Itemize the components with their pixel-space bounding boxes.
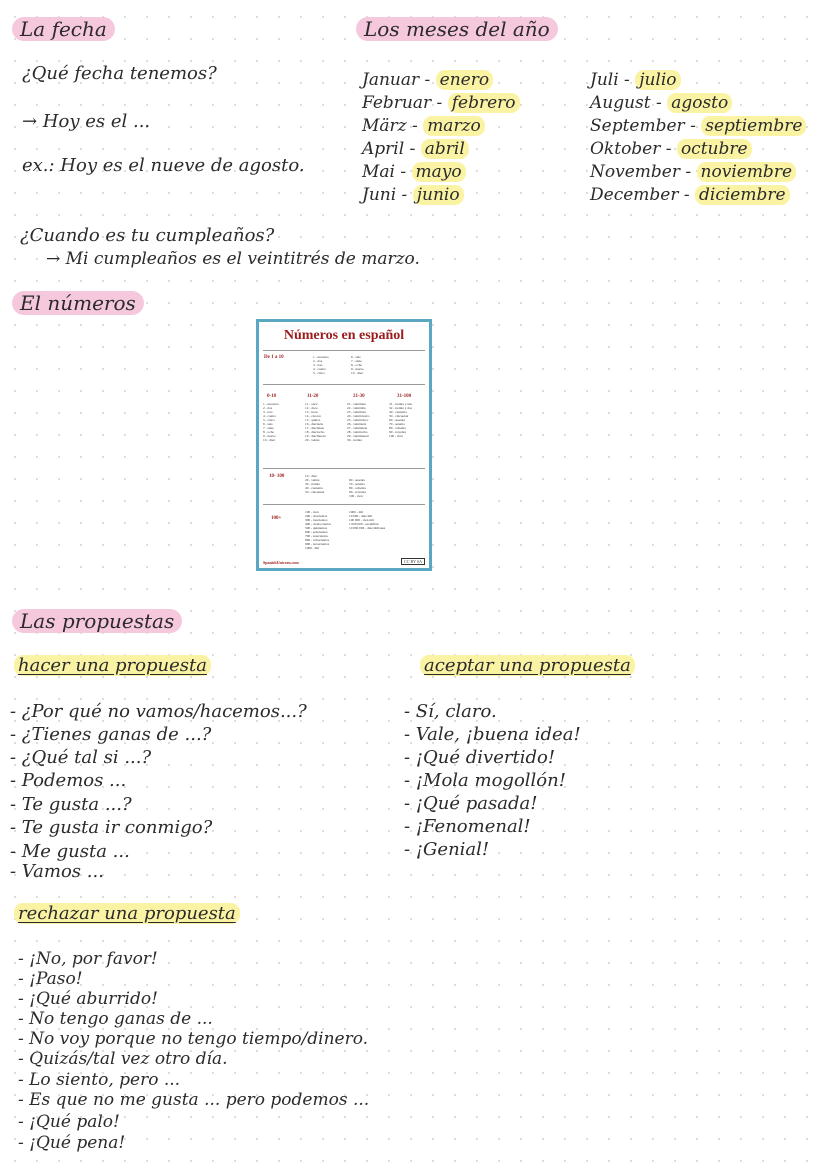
poster-col-label: 11-20 bbox=[307, 394, 319, 399]
month-row: September - septiembre bbox=[590, 116, 806, 136]
month-row: April - abril bbox=[362, 139, 469, 159]
list-item: - Podemos ... bbox=[10, 770, 127, 791]
poster-row-label: 10- 100 bbox=[269, 474, 285, 479]
month-row: März - marzo bbox=[362, 116, 485, 136]
cumple-answer: → Mi cumpleaños es el veintitrés de marzo. bbox=[46, 249, 420, 269]
list-item: - ¡Mola mogollón! bbox=[404, 770, 566, 791]
list-item: - ¡No, por favor! bbox=[18, 949, 158, 969]
poster-cell: 11 - once 12 - doce 13 - trece 14 - catorce 15 - quince 16 - dieciséis 17 - diecisiete 18 - dieciocho 19 - diecinueve 20 - veinte bbox=[305, 402, 326, 442]
list-item: - ¡Qué pasada! bbox=[404, 793, 538, 814]
cumple-question: ¿Cuando es tu cumpleaños? bbox=[20, 225, 275, 246]
divider bbox=[263, 504, 425, 505]
poster-cell: 1000 - mil 10 000 - diez mil 100 000 - cien mil 1 000 000 - un millón 10 000 000 - diez millones bbox=[349, 510, 386, 530]
license-badge: CC BY SA bbox=[401, 558, 425, 565]
month-row: August - agosto bbox=[590, 93, 732, 113]
poster-cell: 6 - seis 7 - siete 8 - ocho 9 - nueve 10 - diez bbox=[351, 355, 364, 375]
list-item: - Te gusta ...? bbox=[10, 794, 132, 815]
rechazar-title: rechazar una propuesta bbox=[14, 904, 240, 925]
month-row: Mai - mayo bbox=[362, 162, 466, 182]
month-row: November - noviembre bbox=[590, 162, 796, 182]
list-item: - ¡Paso! bbox=[18, 969, 83, 989]
list-item: - ¿Qué tal si ...? bbox=[10, 747, 152, 768]
poster-cell: 1 - uno/una 2 - dos 3 - tres 4 - cuatro 5 - cinco bbox=[313, 355, 329, 375]
aceptar-title: aceptar una propuesta bbox=[420, 656, 635, 677]
poster-cell: 100 - cien 200 - doscientos 300 - trescientos 400 - cuatrocientos 500 - quinientos 600 - seiscientos 700 - setecientos 800 - ochocientos 900 - novecientos 1000 - mil bbox=[305, 510, 331, 550]
divider bbox=[263, 384, 425, 385]
numeros-heading: El números bbox=[12, 292, 144, 315]
divider bbox=[263, 350, 425, 351]
list-item: - ¡Qué palo! bbox=[18, 1112, 120, 1132]
month-row: Januar - enero bbox=[362, 70, 493, 90]
list-item: - Lo siento, pero ... bbox=[18, 1070, 181, 1090]
list-item: - ¡Qué aburrido! bbox=[18, 989, 158, 1009]
fecha-example: ex.: Hoy es el nueve de agosto. bbox=[22, 155, 305, 176]
poster-cell: 21 - veintiuno 22 - veintidós 23 - veintitrés 24 - veinticuatro 25 - veinticinco 26 - veintiséis 27 - veintisiete 28 - veintiocho 29 - veintinueve 30 - treinta bbox=[347, 402, 370, 442]
list-item: - Vamos ... bbox=[10, 861, 104, 882]
meses-heading: Los meses del año bbox=[356, 18, 558, 41]
list-item: - No voy porque no tengo tiempo/dinero. bbox=[18, 1029, 369, 1049]
poster-col-label: 31-100 bbox=[397, 394, 412, 399]
poster-cell: 10 - diez 20 - veinte 30 - treinta 40 - cuarenta 50 - cincuenta bbox=[305, 474, 325, 494]
poster-col-label: 21-30 bbox=[353, 394, 365, 399]
numbers-poster bbox=[256, 319, 432, 571]
poster-row-label: 100+ bbox=[271, 516, 282, 521]
list-item: - ¿Tienes ganas de ...? bbox=[10, 724, 212, 745]
poster-footer: SpanishUnicorn.com bbox=[263, 560, 299, 565]
fecha-heading: La fecha bbox=[12, 18, 115, 41]
list-item: - ¡Fenomenal! bbox=[404, 816, 531, 837]
list-item: - Sí, claro. bbox=[404, 701, 497, 722]
poster-cell: 1 - uno/una 2 - dos 3 - tres 4 - cuatro 5 - cinco 6 - seis 7 - siete 8 - ocho 9 - nueve 10 - diez bbox=[263, 402, 279, 442]
month-row: Februar - febrero bbox=[362, 93, 520, 113]
list-item: - No tengo ganas de ... bbox=[18, 1009, 213, 1029]
poster-title: Números en español bbox=[283, 328, 405, 343]
poster-cell: 31 - treinta y uno 32 - treinta y dos 40 - cuarenta 50 - cincuenta 60 - sesenta 70 - setenta 80 - ochenta 90 - noventa 100 - cien bbox=[389, 402, 413, 438]
hacer-title: hacer una propuesta bbox=[14, 656, 211, 677]
propuestas-heading: Las propuestas bbox=[12, 610, 182, 633]
fecha-question: ¿Qué fecha tenemos? bbox=[22, 63, 217, 84]
list-item: - ¿Por qué no vamos/hacemos...? bbox=[10, 701, 307, 722]
list-item: - Vale, ¡buena idea! bbox=[404, 724, 581, 745]
fecha-answer: → Hoy es el ... bbox=[22, 111, 151, 132]
poster-cell: 60 - sesenta 70 - setenta 80 - ochenta 90 - noventa 100 - cien bbox=[349, 478, 366, 498]
list-item: - ¡Qué divertido! bbox=[404, 747, 556, 768]
list-item: - ¡Genial! bbox=[404, 839, 490, 860]
list-item: - ¡Qué pena! bbox=[18, 1133, 126, 1153]
month-row: Juli - julio bbox=[590, 70, 681, 90]
month-row: Oktober - octubre bbox=[590, 139, 752, 159]
list-item: - Te gusta ir conmigo? bbox=[10, 817, 213, 838]
poster-col-label: 0-10 bbox=[267, 394, 277, 399]
list-item: - Me gusta ... bbox=[10, 841, 130, 862]
divider bbox=[263, 468, 425, 469]
list-item: - Es que no me gusta ... pero podemos ... bbox=[18, 1090, 370, 1110]
poster-row-label: De 1 a 10 bbox=[264, 355, 284, 360]
list-item: - Quizás/tal vez otro día. bbox=[18, 1049, 228, 1069]
month-row: December - diciembre bbox=[590, 185, 790, 205]
month-row: Juni - junio bbox=[362, 185, 464, 205]
